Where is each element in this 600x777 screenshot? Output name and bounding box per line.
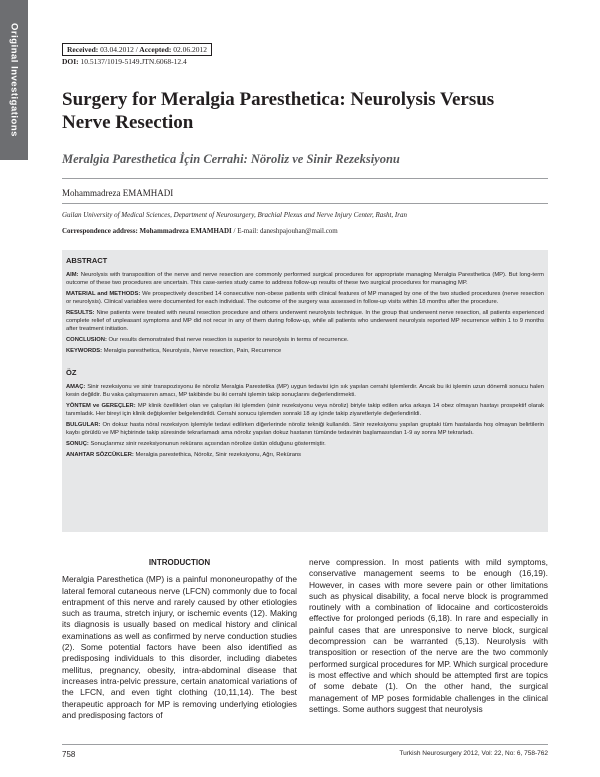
keywords-label: KEYWORDS: bbox=[66, 348, 103, 354]
author-divider bbox=[62, 203, 548, 204]
intro-left-column bbox=[62, 557, 297, 721]
amac-text: Sinir rezeksiyonu ve sinir transpozisyonu ile nöroliz Meralgia Parestetika (MP) uygun tedavisi için sık yapılan cerrahi işlemlerdir. Ancak bu iki işlemin uzun dönemli sonucu halen kesin değildir. Bu vaka çalışmasının amacı, MP takibinde bu iki cerrahi işlemin takip sonuçlarını değerlendirmekti. bbox=[66, 384, 544, 398]
section-side-tab bbox=[0, 0, 28, 160]
footer-divider bbox=[62, 744, 548, 745]
page-number: 758 bbox=[62, 750, 76, 759]
conclusion-text: Our results demonstrated that nerve resection is superior to neurolysis in terms of recurrence. bbox=[108, 337, 349, 343]
yontem-text: MP klinik özellikleri olan ve çalışılan iki işlemden (sinir rezeksiyonu veya nöroliz) biriyle takip edilen arka arkaya 14 obez olmayan hastayı prospektif olarak tanımladık. Her bireyi için klinik değişkenler belgelendirildi. Cerrahi sonucu işlemden sonraki 18 ay içinde takip ziyaretleriyle değerlendirildi. bbox=[66, 403, 544, 417]
methods-label: MATERIAL and METHODS: bbox=[66, 291, 141, 297]
oz-amac bbox=[66, 383, 544, 399]
oz-anahtar bbox=[66, 451, 544, 459]
oz-heading: ÖZ bbox=[66, 368, 77, 377]
methods-text: We prospectively described 14 consecutive non-obese patients with clinical features of MP managed by one of the two studied procedures (nerve resection or neurolysis). Clinical variables were documented for each individual. The outcome of the surgery was assessed in follow-up visits within 18 months after the procedure. bbox=[66, 291, 544, 305]
results-label: RESULTS: bbox=[66, 310, 95, 316]
email-link[interactable]: daneshpajouhan@mail.com bbox=[259, 227, 338, 235]
correspondence-address bbox=[62, 227, 548, 235]
article-title: Surgery for Meralgia Paresthetica: Neurolysis Versus Nerve Resection bbox=[62, 89, 495, 133]
keywords-text: Meralgia paresthetica, Neurolysis, Nerve resection, Pain, Recurrence bbox=[103, 348, 282, 354]
intro-left-text: Meralgia Paresthetica (MP) is a painful mononeuropathy of the lateral femoral cutaneous nerve (LFCN) commonly due to focal entrapment of this nerve and rarely caused by other etiologies such as trauma, stretch injury, or ischemic events (12). Making its diagnosis is usually based on medical history and clinical examinations as well as confirmed by nerve conduction studies (2). Some potential factors have been also identified as predisposing individuals to this disorder, including diabetes mellitus, pregnancy, obesity, intra-abdominal disease that increases intra-pelvic pressure, certain anatomical variations of the LFCN, and even tight clothing (10,11,14). The best therapeutic approach for MP is removing underlying etiologies and predisposing factors of bbox=[62, 574, 297, 720]
journal-citation: Turkish Neurosurgery 2012, Vol: 22, No: 6, 758-762 bbox=[399, 750, 548, 757]
doi-label: DOI: bbox=[62, 57, 79, 66]
anahtar-text: Meralgia parestethica, Nöroliz, Sinir rezeksiyonu, Ağrı, Rekürans bbox=[135, 452, 302, 458]
email-label: / E-mail: bbox=[233, 227, 259, 235]
author-affiliation: Guilan University of Medical Sciences, Department of Neurosurgery, Brachial Plexus and Nerve Injury Center, Rasht, Iran bbox=[62, 211, 407, 219]
date-separator: / bbox=[135, 45, 138, 54]
abstract-results bbox=[66, 309, 544, 333]
sonuc-text: Sonuçlarımız sinir rezeksiyonunun rekürans açısından nörolize üstün olduğunu göstermiştir. bbox=[90, 441, 326, 447]
received-date: 03.04.2012 bbox=[100, 45, 134, 54]
received-accepted-dates bbox=[62, 43, 212, 56]
side-tab-label: Original Investigations bbox=[8, 23, 20, 137]
accepted-date: 02.06.2012 bbox=[173, 45, 207, 54]
results-text: Nine patients were treated with neural resection procedure and others underwent neurolysis technique. In the group that underwent nerve resection, all patients experienced complete relief of unpleasant symptoms and MP did not recur in any of them during follow-up, while all patients who underwent neurolysis reported MP recurrence within 1 to 9 months after treatment initiation. bbox=[66, 310, 544, 332]
abstract-methods bbox=[66, 290, 544, 306]
correspondence-label: Correspondence address: bbox=[62, 227, 138, 235]
abstract-keywords bbox=[66, 347, 544, 355]
oz-bulgular bbox=[66, 421, 544, 437]
oz-sonuc bbox=[66, 440, 544, 448]
bulgular-text: On dokuz hasta nöral rezeksiyon işlemiyle tedavi edilirken diğerlerinde nöroliz tekniği kullanıldı. Sinir rezeksiyonu yapılan gruptaki tüm hastalarda hoş olmayan belirtilerin kaybı görüldü ve MP hiçbirinde takip süresinde tekrarlamadı ama nöroliz yapılan dokuz hastanın tümünde tedavinin başlamasından 1-9 ay sonra MP tekrarladı. bbox=[66, 422, 544, 436]
received-label: Received: bbox=[67, 45, 99, 54]
doi-value[interactable]: 10.5137/1019-5149.JTN.6068-12.4 bbox=[80, 57, 187, 66]
introduction-heading: INTRODUCTION bbox=[148, 558, 211, 567]
author-name: Mohammadreza EMAMHADI bbox=[62, 188, 174, 198]
intro-right-text: nerve compression. In most patients with mild symptoms, conservative management seems to be enough (16,19). However, in cases with more severe pain or other limitations such as physical disability, a focal nerve block is programmed routinely with a combination of lidocaine and corticosteroids effective for prolonged periods (6,18). In rare and especially in painful cases that are unresponsive to nerve block, surgical decompression can be warranted (5,13). Neurolysis with transposition or resection of the nerve are the two commonly performed surgical procedures for MP. Which surgical procedure is most effective and which should be attempted first are topics of some debate (1). On the other hand, the surgical management of MP poses formidable challenges in the clinical settings. Some authors suggest that neurolysis bbox=[309, 557, 548, 714]
article-subtitle-turkish: Meralgia Paresthetica İçin Cerrahi: Nöroliz ve Sinir Rezeksiyonu bbox=[62, 152, 400, 166]
anahtar-label: ANAHTAR SÖZCÜKLER: bbox=[66, 452, 134, 458]
abstract-heading: ABSTRACT bbox=[66, 256, 108, 265]
aim-text: Neurolysis with transposition of the nerve and nerve resection are commonly performed surgical procedures for appropriate managing Meralgia Paresthetica (MP). But long-term outcome of these two procedures are uncertain. This case-series study came to address follow-up results of these two surgical procedures for managing MP. bbox=[66, 272, 544, 286]
conclusion-label: CONCLUSION: bbox=[66, 337, 107, 343]
bulgular-label: BULGULAR: bbox=[66, 422, 101, 428]
title-divider bbox=[62, 178, 548, 179]
accepted-label: Accepted: bbox=[139, 45, 172, 54]
doi-line bbox=[62, 57, 187, 66]
oz-yontem bbox=[66, 402, 544, 418]
sonuc-label: SONUÇ: bbox=[66, 441, 89, 447]
correspondence-name: Mohammadreza EMAMHADI bbox=[139, 227, 232, 235]
amac-label: AMAÇ: bbox=[66, 384, 86, 390]
intro-right-column bbox=[309, 557, 548, 715]
yontem-label: YÖNTEM ve GEREÇLER: bbox=[66, 403, 136, 409]
abstract-aim bbox=[66, 271, 544, 287]
abstract-box bbox=[62, 250, 548, 532]
aim-label: AIM: bbox=[66, 272, 79, 278]
abstract-spacer bbox=[66, 358, 544, 368]
abstract-content bbox=[62, 250, 548, 462]
abstract-conclusion bbox=[66, 336, 544, 344]
